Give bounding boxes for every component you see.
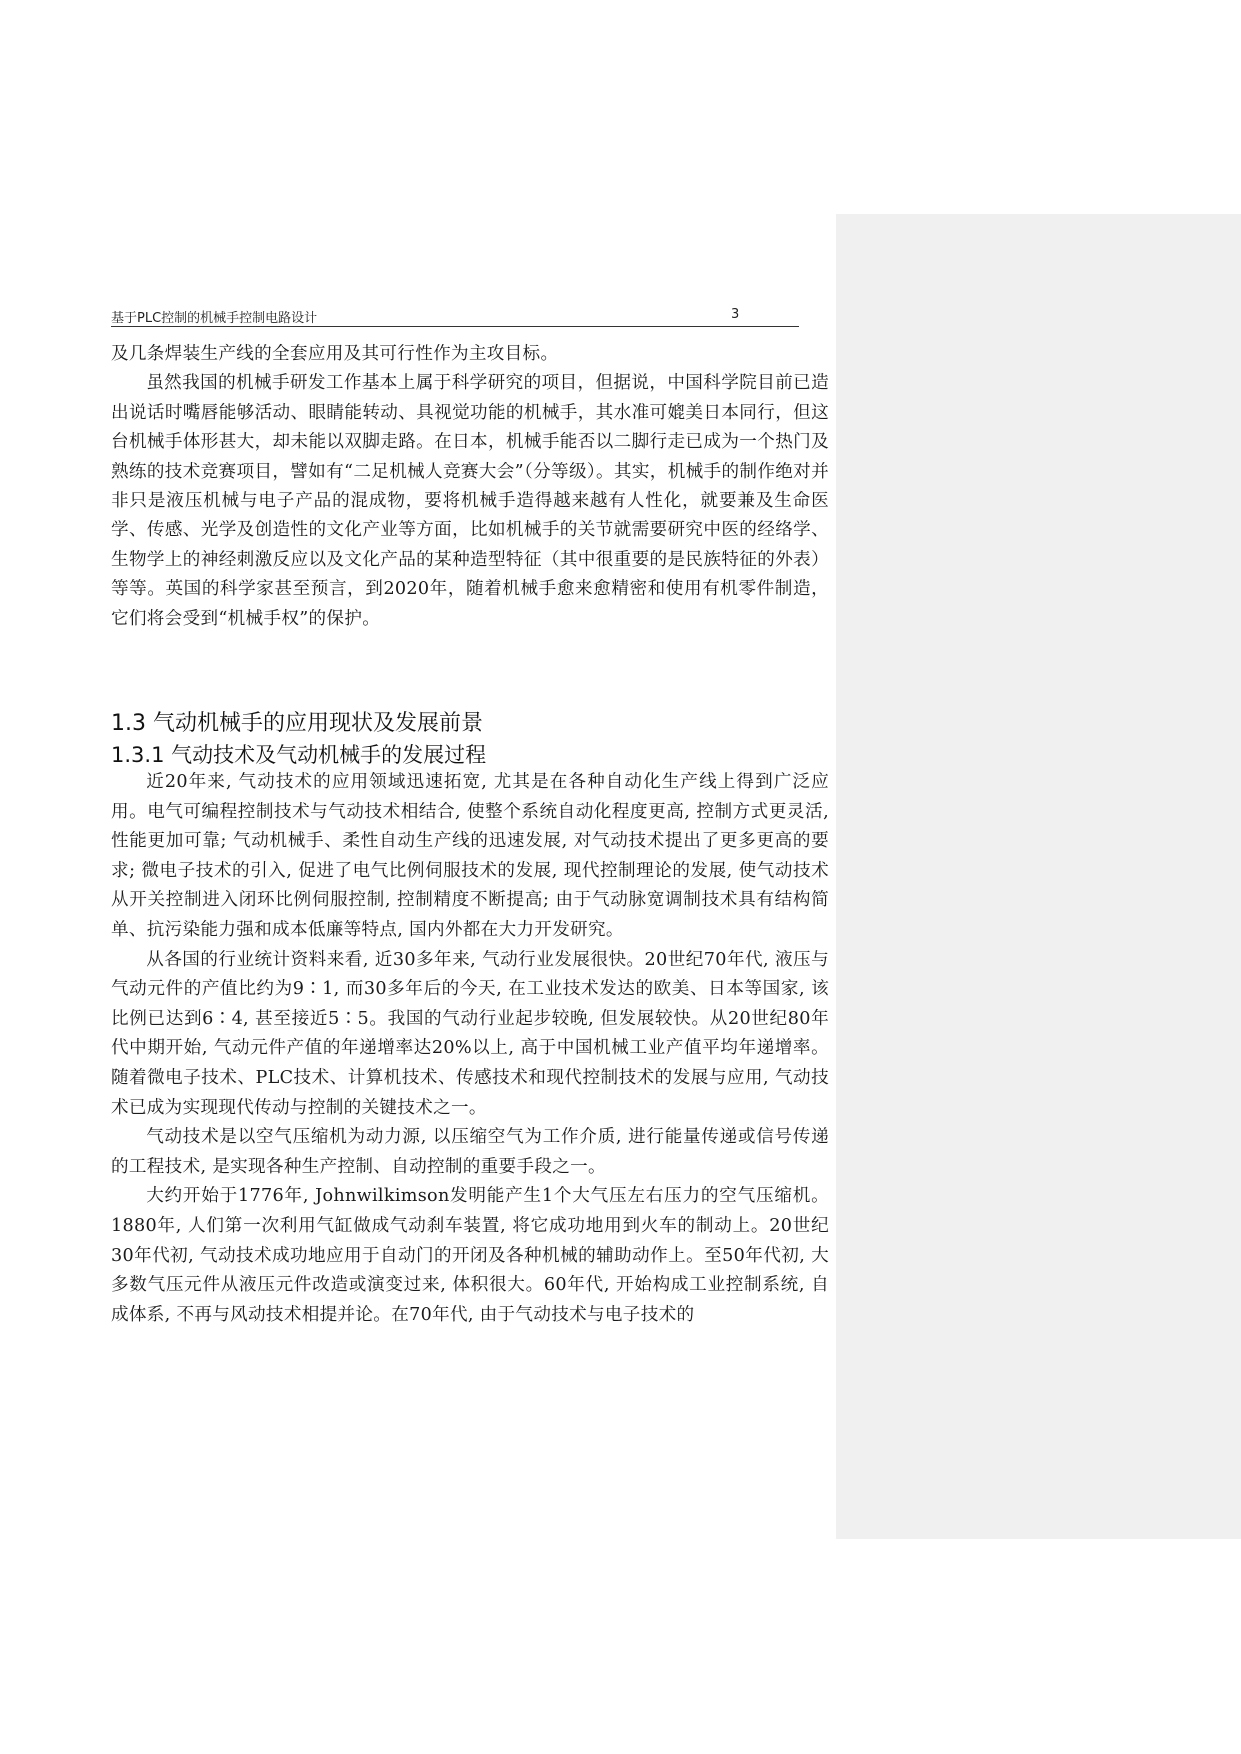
header-title: 基于PLC控制的机械手控制电路设计	[111, 311, 318, 326]
section-1-3-1-body	[111, 768, 829, 1330]
paragraph: 大约开始于1776年, Johnwilkimson发明能产生1个大气压左右压力的空气压缩机。1880年, 人们第一次利用气缸做成气动刹车装置, 将它成功地用到火车的制动上。20世纪30年代初, 气动技术成功地应用于自动门的开闭及各种机械的辅助动作上。至50年代初, 大多数气压元件从液压元件改造或演变过来, 体积很大。60年代, 开始构成工业控制系统, 自成体系, 不再与风动技术相提并论。在70年代, 由于气动技术与电子技术的	[111, 1186, 829, 1325]
paragraph: 近20年来, 气动技术的应用领域迅速拓宽, 尤其是在各种自动化生产线上得到广泛应用。电气可编程控制技术与气动技术相结合, 使整个系统自动化程度更高, 控制方式更灵活, 性能更加可靠; 气动机械手、柔性自动生产线的迅速发展, 对气动技术提出了更多更高的要求; 微电子技术的引入, 促进了电气比例伺服技术的发展, 现代控制理论的发展, 使气动技术从开关控制进入闭环比例伺服控制, 控制精度不断提高; 由于气动脉宽调制技术具有结构简单、抗污染能力强和成本低廉等特点, 国内外都在大力开发研究。	[111, 772, 829, 940]
paragraph: 从各国的行业统计资料来看, 近30多年来, 气动行业发展很快。20世纪70年代, 液压与气动元件的产值比约为9∶1, 而30多年后的今天, 在工业技术发达的欧美、日本等国家, 该比例已达到6∶4, 甚至接近5∶5。我国的气动行业起步较晚, 但发展较快。从20世纪80年代中期开始, 气动元件产值的年递增率达20%以上, 高于中国机械工业产值平均年递增率。随着微电子技术、PLC技术、计算机技术、传感技术和现代控制技术的发展与应用, 气动技术已成为实现现代传动与控制的关键技术之一。	[111, 949, 829, 1118]
subsection-heading: 1.3.1 气动技术及气动机械手的发展过程	[111, 743, 487, 767]
comment-margin-panel	[836, 214, 1241, 1539]
paragraph: 及几条焊装生产线的全套应用及其可行性作为主攻目标。	[111, 344, 559, 364]
paragraph: 气动技术是以空气压缩机为动力源, 以压缩空气为工作介质, 进行能量传递或信号传递的工程技术, 是实现各种生产控制、自动控制的重要手段之一。	[111, 1127, 829, 1177]
section-heading: 1.3 气动机械手的应用现状及发展前景	[111, 711, 483, 736]
page-number: 3	[731, 307, 740, 322]
section-1-2-continuation	[111, 340, 829, 634]
paragraph: 虽然我国的机械手研发工作基本上属于科学研究的项目，但据说，中国科学院目前已造出说话时嘴唇能够活动、眼睛能转动、具视觉功能的机械手，其水准可媲美日本同行，但这台机械手体形甚大，却未能以双脚走路。在日本，机械手能否以二脚行走已成为一个热门及熟练的技术竞赛项目，譬如有“二足机械人竞赛大会”（分等级）。其实，机械手的制作绝对并非只是液压机械与电子产品的混成物，要将机械手造得越来越有人性化，就要兼及生命医学、传感、光学及创造性的文化产业等方面，比如机械手的关节就需要研究中医的经络学、生物学上的神经刺激反应以及文化产品的某种造型特征（其中很重要的是民族特征的外表）等等。英国的科学家甚至预言，到2020年，随着机械手愈来愈精密和使用有机零件制造，它们将会受到“机械手权”的保护。	[111, 373, 830, 629]
running-header	[111, 306, 799, 327]
